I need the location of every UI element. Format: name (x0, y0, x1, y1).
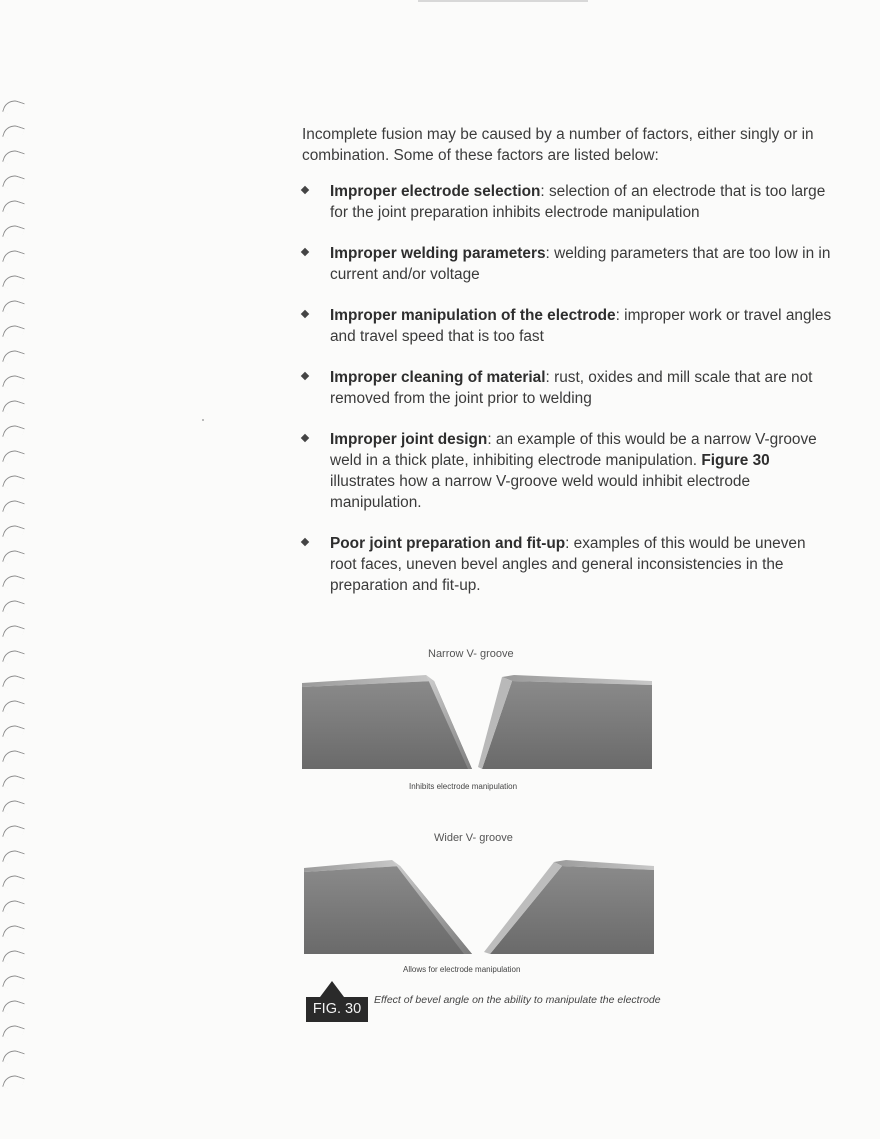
factor-description: : rust, oxides and mill scale that are not removed from the joint prior to welding (330, 369, 813, 407)
narrow-groove-label: Narrow V- groove (428, 648, 514, 660)
binding-hole (2, 672, 25, 692)
binding-hole (2, 197, 25, 217)
factor-term: Improper welding parameters (330, 245, 546, 262)
binding-hole (2, 122, 25, 142)
factor-description: : welding parameters that are too low in in current and/or voltage (330, 245, 831, 283)
binding-hole (2, 822, 25, 842)
factor-description-continued: illustrates how a narrow V-groove weld would inhibit electrode manipulation. (330, 473, 751, 511)
binding-hole (2, 172, 25, 192)
factor-description: : improper work or travel angles and travel speed that is too fast (330, 307, 832, 345)
binding-hole (2, 772, 25, 792)
factor-description: : selection of an electrode that is too large for the joint preparation inhibits electrode manipulation (330, 183, 826, 221)
factor-term: Improper cleaning of material (330, 369, 546, 386)
right-plate-face (482, 681, 652, 769)
list-item (302, 429, 832, 513)
wider-groove-label: Wider V- groove (434, 832, 513, 844)
list-item (302, 243, 832, 285)
list-item (302, 305, 832, 347)
binding-hole (2, 797, 25, 817)
right-plate-face (490, 866, 654, 954)
top-edge-mark (418, 0, 588, 2)
body-text (302, 124, 832, 616)
binding-hole (2, 372, 25, 392)
binding-hole (2, 397, 25, 417)
binding-hole (2, 572, 25, 592)
binding-holes (4, 86, 34, 1086)
factor-term: Improper manipulation of the electrode (330, 307, 616, 324)
binding-hole (2, 747, 25, 767)
binding-hole (2, 1072, 25, 1092)
binding-hole (2, 147, 25, 167)
binding-hole (2, 1047, 25, 1067)
binding-hole (2, 222, 25, 242)
narrow-groove-illustration (302, 673, 652, 773)
binding-hole (2, 522, 25, 542)
binding-hole (2, 897, 25, 917)
binding-hole (2, 947, 25, 967)
figure-number: FIG. 30 (306, 997, 368, 1022)
binding-hole (2, 847, 25, 867)
figure-reference: Figure 30 (701, 452, 770, 469)
binding-hole (2, 447, 25, 467)
list-item (302, 367, 832, 409)
binding-hole (2, 247, 25, 267)
binding-hole (2, 422, 25, 442)
figure-title: Effect of bevel angle on the ability to manipulate the electrode (374, 994, 661, 1006)
binding-hole (2, 997, 25, 1017)
binding-hole (2, 272, 25, 292)
binding-hole (2, 872, 25, 892)
binding-hole (2, 972, 25, 992)
left-plate-face (302, 681, 472, 769)
list-item (302, 181, 832, 223)
binding-hole (2, 622, 25, 642)
intro-paragraph: Incomplete fusion may be caused by a number of factors, either singly or in combination. Some of these factors are listed below: (302, 126, 814, 164)
binding-hole (2, 322, 25, 342)
left-plate-face (304, 866, 472, 954)
binding-hole (2, 647, 25, 667)
factor-term: Improper joint design (330, 431, 488, 448)
wider-groove-illustration (304, 858, 654, 956)
factor-term: Poor joint preparation and fit-up (330, 535, 566, 552)
binding-hole (2, 547, 25, 567)
factor-term: Improper electrode selection (330, 183, 541, 200)
figure-tag-pointer (320, 981, 344, 997)
factor-description: : examples of this would be uneven root faces, uneven bevel angles and general inconsistencies in the preparation and fit-up. (330, 535, 806, 594)
binding-hole (2, 1022, 25, 1042)
binding-hole (2, 722, 25, 742)
factor-description: : an example of this would be a narrow V-groove weld in a thick plate, inhibiting electrode manipulation. (330, 431, 817, 469)
list-item (302, 533, 832, 596)
binding-hole (2, 97, 25, 117)
binding-hole (2, 597, 25, 617)
narrow-groove-caption: Inhibits electrode manipulation (409, 782, 518, 791)
binding-hole (2, 347, 25, 367)
binding-hole (2, 697, 25, 717)
binding-hole (2, 497, 25, 517)
scan-speck (202, 419, 204, 421)
binding-hole (2, 472, 25, 492)
figure-tag (306, 997, 368, 1022)
wider-groove-caption: Allows for electrode manipulation (403, 965, 521, 974)
binding-hole (2, 297, 25, 317)
factor-list (302, 181, 832, 596)
binding-hole (2, 922, 25, 942)
